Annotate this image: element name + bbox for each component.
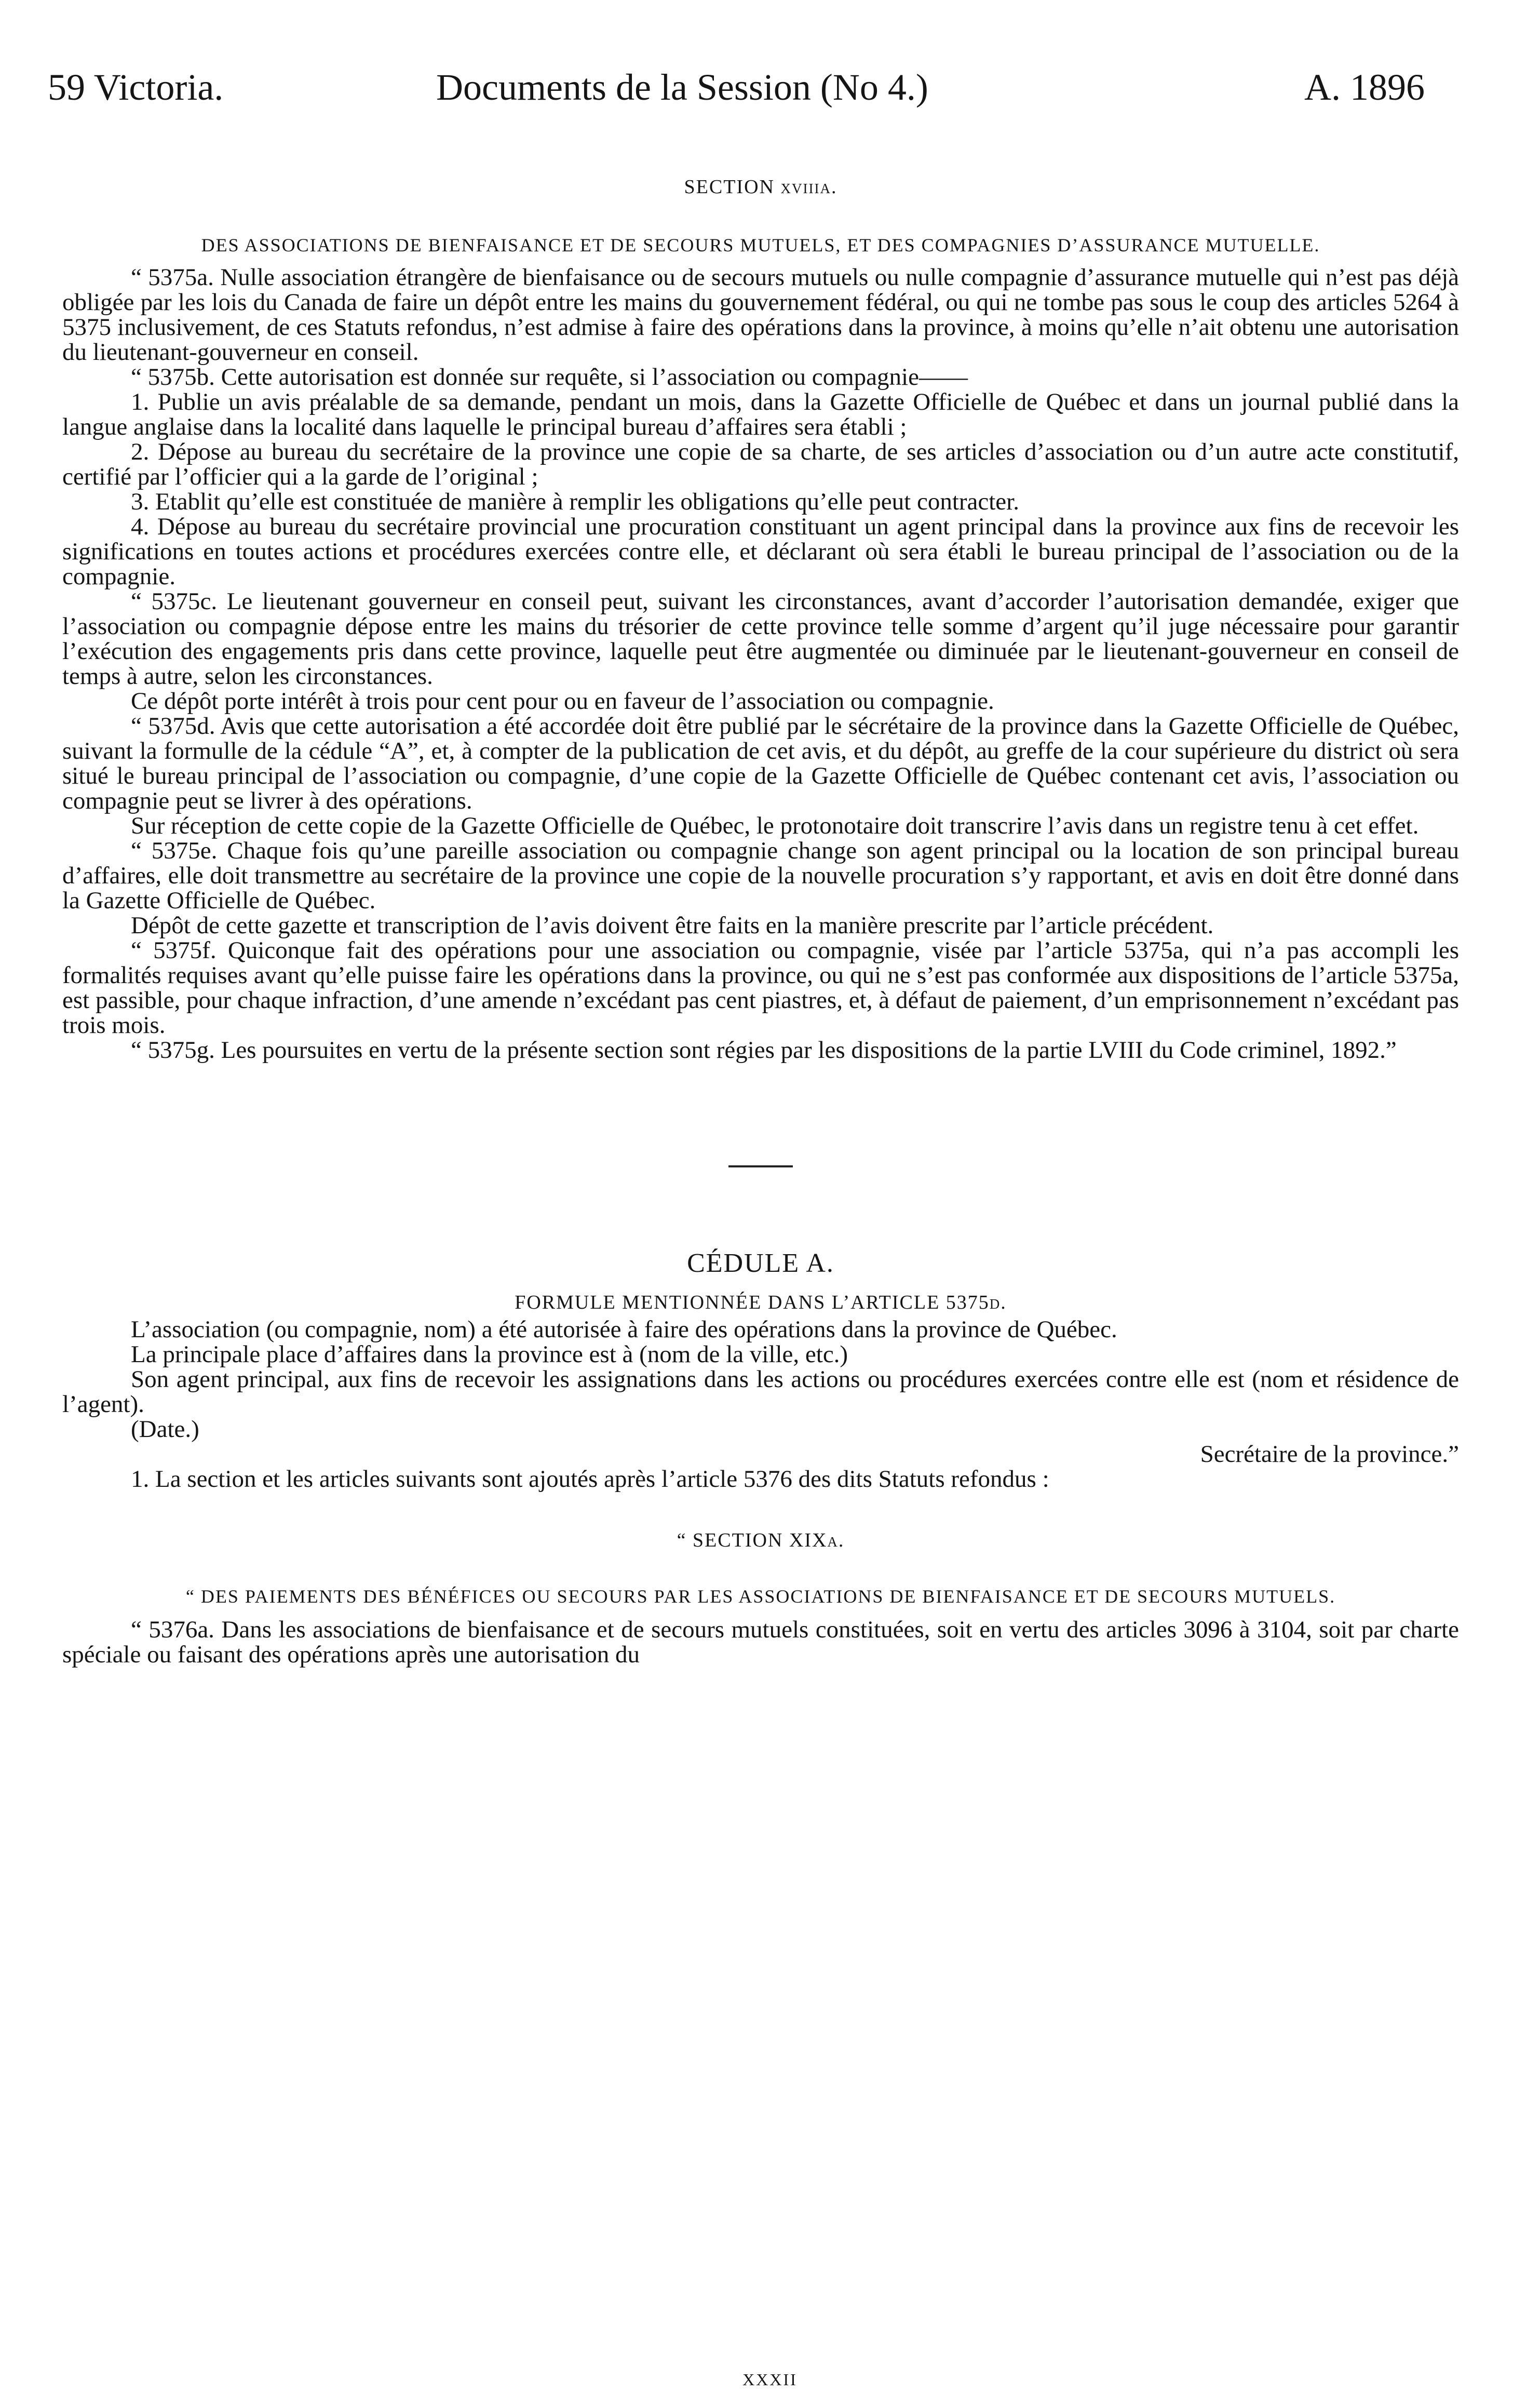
header-volume: 59 Victoria.: [48, 66, 224, 108]
page-number: xxxii: [742, 2364, 798, 2390]
article-5375f: “ 5375f. Quiconque fait des opérations pour une association ou compagnie, visée par l’article 5375a, qui n’a pas accompli les formalités requises avant qu’elle puisse faire les opérations dans la province, ou qui ne s’est pas conformée aux dispositions de l’article 5375a, est passible, pour chaque infraction, d’une amende n’excédant pas cent piastres, et, à défaut de paiement, d’un emprisonnement n’excédant pas trois mois.: [62, 937, 1459, 1039]
cedule-line-date: (Date.): [131, 1416, 199, 1443]
cedule-line-association: L’association (ou compagnie, nom) a été autorisée à faire des opérations dans la province de Québec.: [131, 1316, 1117, 1343]
article-5375d: “ 5375d. Avis que cette autorisation a été accordée doit être publié par le sécrétaire de la province dans la Gazette Officielle de Québec, suivant la formulle de la cédule “A”, et, à compter de la publication de cet avis, et du dépôt, au greffe de la cour supérieure du district où sera situé le bureau principal de l’association ou compagnie, d’une copie de la Gazette Officielle de Québec contenant cet avis, l’association ou compagnie peut se livrer à des opérations.: [62, 713, 1459, 814]
article-5375c: “ 5375c. Le lieutenant gouverneur en conseil peut, suivant les circonstances, avant d’accorder l’autorisation demandée, exiger que l’association ou compagnie dépose entre les mains du trésorier de cette province telle somme d’argent qu’il juge nécessaire pour garantir l’exécution des engagements pris dans cette province, laquelle peut être augmentée ou diminuée par le lieutenant-gouverneur en conseil de temps à autre, selon les circonstances.: [62, 588, 1459, 690]
amendment-paragraph: 1. La section et les articles suivants sont ajoutés après l’article 5376 des dits Statuts refondus :: [131, 1466, 1049, 1493]
condition-4: 4. Dépose au bureau du secrétaire provincial une procuration constituant un agent principal dans la province aux fins de recevoir les significations en toutes actions et procédures exercées contre elle, et déclarant où sera établi le bureau principal de l’association ou de la compagnie.: [62, 513, 1459, 590]
cedule-line-place: La principale place d’affaires dans la province est à (nom de la ville, etc.): [131, 1341, 848, 1368]
running-header: [0, 61, 1540, 118]
deposit-transcription-paragraph: Dépôt de cette gazette et transcription de l’avis doivent être faits en la manière prescrite par l’article précédent.: [131, 912, 1214, 939]
deposit-interest-paragraph: Ce dépôt porte intérêt à trois pour cent pour ou en faveur de l’association ou compagnie.: [131, 688, 994, 715]
section-2-description: “ DES PAIEMENTS DES BÉNÉFICES OU SECOURS PAR LES ASSOCIATIONS DE BIENFAISANCE ET DE SECOURS MUTUELS.: [185, 1586, 1336, 1607]
header-title: Documents de la Session (No 4.): [436, 66, 928, 108]
section-2-title: “ SECTION XIXa.: [677, 1529, 845, 1551]
cedule-title: CÉDULE A.: [687, 1248, 834, 1278]
condition-1: 1. Publie un avis préalable de sa demande, pendant un mois, dans la Gazette Officielle de Québec et dans un journal publié dans la langue anglaise dans la localité dans laquelle le principal bureau d’affaires sera établi ;: [62, 388, 1459, 440]
section-description: DES ASSOCIATIONS DE BIENFAISANCE ET DE SECOURS MUTUELS, ET DES COMPAGNIES D’ASSURANCE MUTUELLE.: [201, 235, 1320, 256]
section-divider: [728, 1165, 793, 1167]
cedule-formule: FORMULE MENTIONNÉE DANS L’ARTICLE 5375d.: [515, 1292, 1007, 1313]
cedule-signature: Secrétaire de la province.”: [1200, 1441, 1459, 1468]
article-5376a: “ 5376a. Dans les associations de bienfaisance et de secours mutuels constituées, soit en vertu des articles 3096 à 3104, soit par charte spéciale ou faisant des opérations après une autorisation du: [62, 1616, 1459, 1668]
article-5375b: “ 5375b. Cette autorisation est donnée sur requête, si l’association ou compagnie——: [131, 364, 968, 391]
condition-3: 3. Etablit qu’elle est constituée de manière à remplir les obligations qu’elle peut contracter.: [131, 488, 1019, 515]
condition-2: 2. Dépose au bureau du secrétaire de la province une copie de sa charte, de ses articles d’association ou d’un autre acte constitutif, certifié par l’officier qui a la garde de l’original ;: [62, 438, 1459, 490]
cedule-line-agent: Son agent principal, aux fins de recevoir les assignations dans les actions ou procédures exercées contre elle est (nom et résidence de l’agent).: [62, 1366, 1459, 1418]
page-body: [62, 171, 1459, 1667]
header-year: A. 1896: [1304, 66, 1425, 108]
reception-paragraph: Sur réception de cette copie de la Gazette Officielle de Québec, le protonotaire doit transcrire l’avis dans un registre tenu à cet effet.: [131, 812, 1419, 839]
article-5375e: “ 5375e. Chaque fois qu’une pareille association ou compagnie change son agent principal ou la location de son principal bureau d’affaires, elle doit transmettre au secrétaire de la province une copie de la nouvelle procuration s’y rapportant, et avis en doit être donné dans la Gazette Officielle de Québec.: [62, 837, 1459, 914]
article-5375g: “ 5375g. Les poursuites en vertu de la présente section sont régies par les dispositions de la partie LVIII du Code criminel, 1892.”: [131, 1037, 1397, 1064]
section-title: SECTION xviiia.: [684, 176, 837, 198]
article-5375a: “ 5375a. Nulle association étrangère de bienfaisance ou de secours mutuels ou nulle compagnie d’assurance mutuelle qui n’est pas déjà obligée par les lois du Canada de faire un dépôt entre les mains du gouvernement fédéral, ou qui ne tombe pas sous le coup des articles 5264 à 5375 inclusivement, de ces Statuts refondus, n’est admise à faire des opérations dans la province, à moins qu’elle n’ait obtenu une autorisation du lieutenant-gouverneur en conseil.: [62, 264, 1459, 366]
